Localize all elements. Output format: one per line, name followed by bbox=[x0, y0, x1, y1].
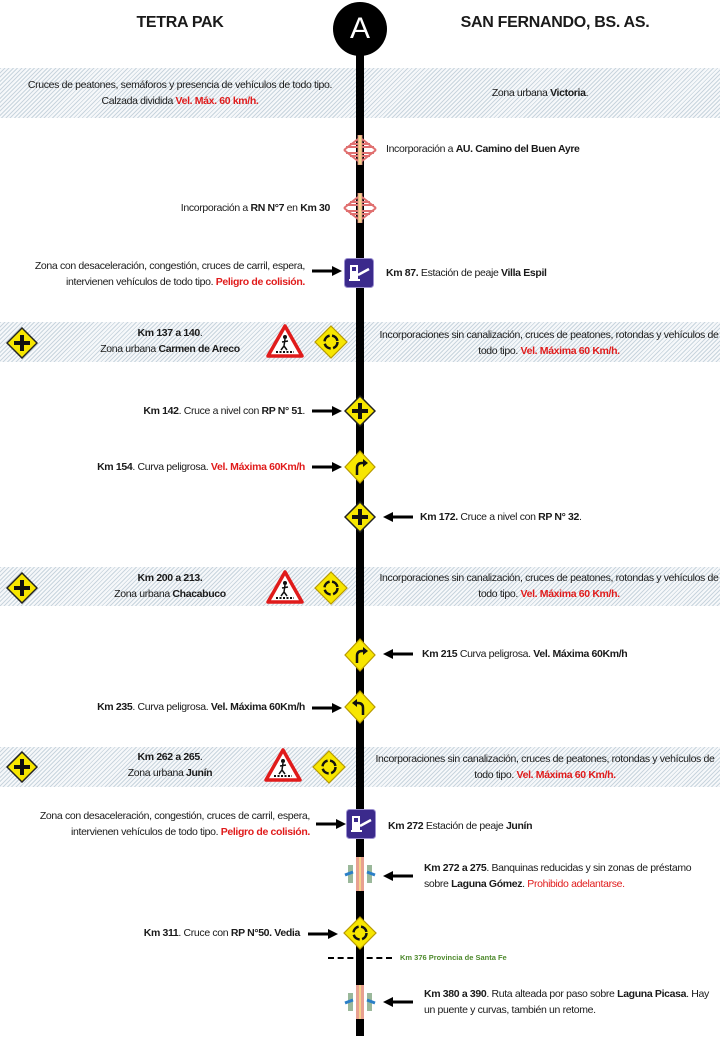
pedestrian-crossing-sign-icon bbox=[264, 748, 302, 782]
arrow-right-icon bbox=[312, 462, 342, 472]
km-label: Km 137 a 140 bbox=[137, 327, 200, 339]
km-label: Km 272 bbox=[388, 820, 424, 832]
point-km154-text bbox=[20, 459, 305, 475]
point-desc: Estación de peaje bbox=[418, 267, 502, 279]
km-label: Km 87. bbox=[386, 267, 419, 279]
pedestrian-crossing-sign-icon bbox=[266, 324, 304, 358]
zone-desc: Zona urbana bbox=[114, 588, 173, 600]
bridge-icon bbox=[344, 857, 376, 891]
point-km235-text bbox=[20, 699, 305, 715]
road-name: RP N° 32 bbox=[538, 511, 580, 523]
speed-limit-alert: Vel. Máxima 60 Km/h. bbox=[516, 769, 616, 781]
speed-limit: Vel. Máxima 60Km/h bbox=[210, 701, 305, 713]
interchange-icon bbox=[342, 193, 378, 223]
toll-junin-left-text bbox=[0, 808, 310, 840]
point-km142-text bbox=[20, 403, 305, 419]
province-boundary-line bbox=[328, 957, 392, 959]
punct: . bbox=[522, 878, 528, 890]
km-label: Km 311 bbox=[143, 927, 179, 939]
arrow-left-icon bbox=[383, 512, 413, 522]
zone-chacabuco-right-text bbox=[378, 570, 720, 602]
zone-desc: Zona urbana bbox=[491, 87, 551, 99]
punct: . bbox=[579, 511, 582, 523]
zone-victoria-left-text bbox=[10, 77, 350, 109]
zone-desc: Zona urbana bbox=[127, 767, 186, 779]
road-name: RN N°7 bbox=[250, 202, 285, 214]
point-desc: . Ruta alteada por paso sobre bbox=[486, 988, 618, 1000]
km-label: Km 142 bbox=[143, 405, 179, 417]
zone-desc: Incorporaciones sin canalización, cruces de peatones, rotondas y vehículos de todo tipo. bbox=[379, 572, 719, 600]
place-name: Junín bbox=[505, 820, 533, 832]
curve-right-sign-icon bbox=[344, 450, 376, 484]
point-laguna-picasa-text bbox=[424, 986, 719, 1018]
toll-villa-espil-right-text bbox=[386, 265, 706, 281]
km-label: Km 380 a 390 bbox=[424, 988, 487, 1000]
speed-limit-alert: Vel. Máxima 60Km/h bbox=[210, 461, 305, 473]
zone-desc: Zona urbana bbox=[100, 343, 159, 355]
zone-desc: Incorporaciones sin canalización, cruces de peatones, rotondas y vehículos de todo tipo. bbox=[379, 329, 719, 357]
arrow-left-icon bbox=[383, 997, 413, 1007]
roundabout-sign-icon bbox=[314, 325, 348, 359]
zone-carmen-left-text bbox=[70, 325, 270, 357]
speed-limit-alert: Vel. Máxima 60 Km/h. bbox=[520, 345, 620, 357]
point-laguna-gomez-text bbox=[424, 860, 714, 892]
punct: . bbox=[585, 87, 589, 99]
roundabout-sign-icon bbox=[343, 916, 377, 950]
toll-junin-right-text bbox=[388, 818, 708, 834]
no-overtaking-alert: Prohibido adelantarse. bbox=[527, 878, 625, 890]
point-desc: . Cruce a nivel con bbox=[178, 405, 262, 417]
curve-right-sign-icon bbox=[344, 638, 376, 672]
zone-junin-right-text bbox=[374, 751, 716, 783]
arrow-left-icon bbox=[383, 871, 413, 881]
collision-alert: Peligro de colisión. bbox=[220, 826, 310, 838]
toll-station-icon bbox=[344, 258, 374, 288]
zone-carmen-right-text bbox=[378, 327, 720, 359]
km-label: Km 272 a 275 bbox=[424, 862, 487, 874]
km-label: Km 215 bbox=[422, 648, 458, 660]
speed-limit-alert: Vel. Máx. 60 km/h. bbox=[175, 95, 259, 107]
punct: . bbox=[199, 751, 203, 763]
point-desc: Cruce a nivel con bbox=[457, 511, 539, 523]
zone-desc: Incorporaciones sin canalización, cruces de peatones, rotondas y vehículos de todo tipo. bbox=[375, 753, 715, 781]
point-km172-text bbox=[420, 509, 710, 525]
point-desc: . Cruce con bbox=[178, 927, 231, 939]
km-label: Km 235 bbox=[97, 701, 133, 713]
place-name: Chacabuco bbox=[172, 588, 226, 600]
roundabout-sign-icon bbox=[314, 571, 348, 605]
start-marker bbox=[333, 2, 387, 56]
point-desc: Incorporación a bbox=[386, 143, 456, 155]
zone-desc: Cruces de peatones, semáforos y presencia de vehículos de todo tipo. Calzada dividida bbox=[27, 79, 333, 107]
bridge-icon bbox=[344, 985, 376, 1019]
arrow-right-icon bbox=[312, 703, 342, 713]
toll-station-icon bbox=[346, 809, 376, 839]
collision-alert: Peligro de colisión. bbox=[215, 276, 305, 288]
zone-victoria-right-text bbox=[380, 85, 700, 101]
pedestrian-crossing-sign-icon bbox=[266, 570, 304, 604]
place-name: Carmen de Areco bbox=[158, 343, 240, 355]
punct: . bbox=[302, 405, 305, 417]
point-desc: Zona con desaceleración, congestión, cruces de carril, espera, intervienen vehículos de todo tipo. bbox=[39, 810, 310, 838]
crossroad-sign-icon bbox=[344, 501, 376, 533]
point-desc: Incorporación a bbox=[180, 202, 251, 214]
arrow-right-icon bbox=[312, 266, 342, 276]
toll-villa-espil-left-text bbox=[0, 258, 305, 290]
punct: . bbox=[199, 327, 203, 339]
start-marker-label: A bbox=[349, 12, 370, 45]
arrow-right-icon bbox=[316, 819, 346, 829]
point-desc: Zona con desaceleración, congestión, cruces de carril, espera, intervienen vehículos de todo tipo. bbox=[34, 260, 305, 288]
point-desc: . Curva peligrosa. bbox=[132, 701, 211, 713]
interchange-icon bbox=[342, 135, 378, 165]
crossroad-sign-icon bbox=[6, 572, 38, 604]
place-name: Junín bbox=[186, 767, 213, 779]
km-label: Km 262 a 265 bbox=[137, 751, 200, 763]
speed-limit-alert: Vel. Máxima 60 Km/h. bbox=[520, 588, 620, 600]
crossroad-sign-icon bbox=[6, 751, 38, 783]
point-buen-ayre-text bbox=[386, 141, 706, 157]
point-desc: en bbox=[284, 202, 301, 214]
point-km215-text bbox=[422, 646, 712, 662]
point-desc: . Hay un puente y curvas, también un retome. bbox=[424, 988, 709, 1016]
km-label: Km 200 a 213. bbox=[137, 572, 203, 584]
km-label: Km 154 bbox=[97, 461, 133, 473]
km-label: Km 30 bbox=[300, 202, 330, 214]
roundabout-sign-icon bbox=[312, 750, 346, 784]
zone-chacabuco-left-text bbox=[70, 570, 270, 602]
point-desc: . Curva peligrosa. bbox=[132, 461, 211, 473]
province-boundary-label: Km 376 Provincia de Santa Fe bbox=[400, 953, 507, 962]
arrow-right-icon bbox=[308, 929, 338, 939]
place-name: Laguna Picasa bbox=[617, 988, 687, 1000]
point-rn7-text bbox=[20, 200, 330, 216]
point-desc: Curva peligrosa. bbox=[457, 648, 534, 660]
place-name: Victoria bbox=[550, 87, 586, 99]
speed-limit: Vel. Máxima 60Km/h bbox=[533, 648, 628, 660]
point-desc: Estación de peaje bbox=[423, 820, 506, 832]
place-name: AU. Camino del Buen Ayre bbox=[455, 143, 580, 155]
point-km311-text bbox=[20, 925, 300, 941]
arrow-right-icon bbox=[312, 406, 342, 416]
km-label: Km 172. bbox=[420, 511, 458, 523]
road-name: RP N° 51 bbox=[261, 405, 303, 417]
zone-junin-left-text bbox=[70, 749, 270, 781]
arrow-left-icon bbox=[383, 649, 413, 659]
crossroad-sign-icon bbox=[6, 327, 38, 359]
crossroad-sign-icon bbox=[344, 395, 376, 427]
place-name: Laguna Gómez bbox=[451, 878, 523, 890]
place-name: Villa Espil bbox=[501, 267, 547, 279]
point-desc: . Banquinas reducidas y sin zonas de préstamo sobre bbox=[424, 862, 692, 890]
curve-left-sign-icon bbox=[344, 690, 376, 724]
road-name: RP N°50. Vedia bbox=[230, 927, 300, 939]
destination-title: SAN FERNANDO, BS. AS. bbox=[460, 14, 650, 31]
origin-title: TETRA PAK bbox=[136, 14, 224, 31]
